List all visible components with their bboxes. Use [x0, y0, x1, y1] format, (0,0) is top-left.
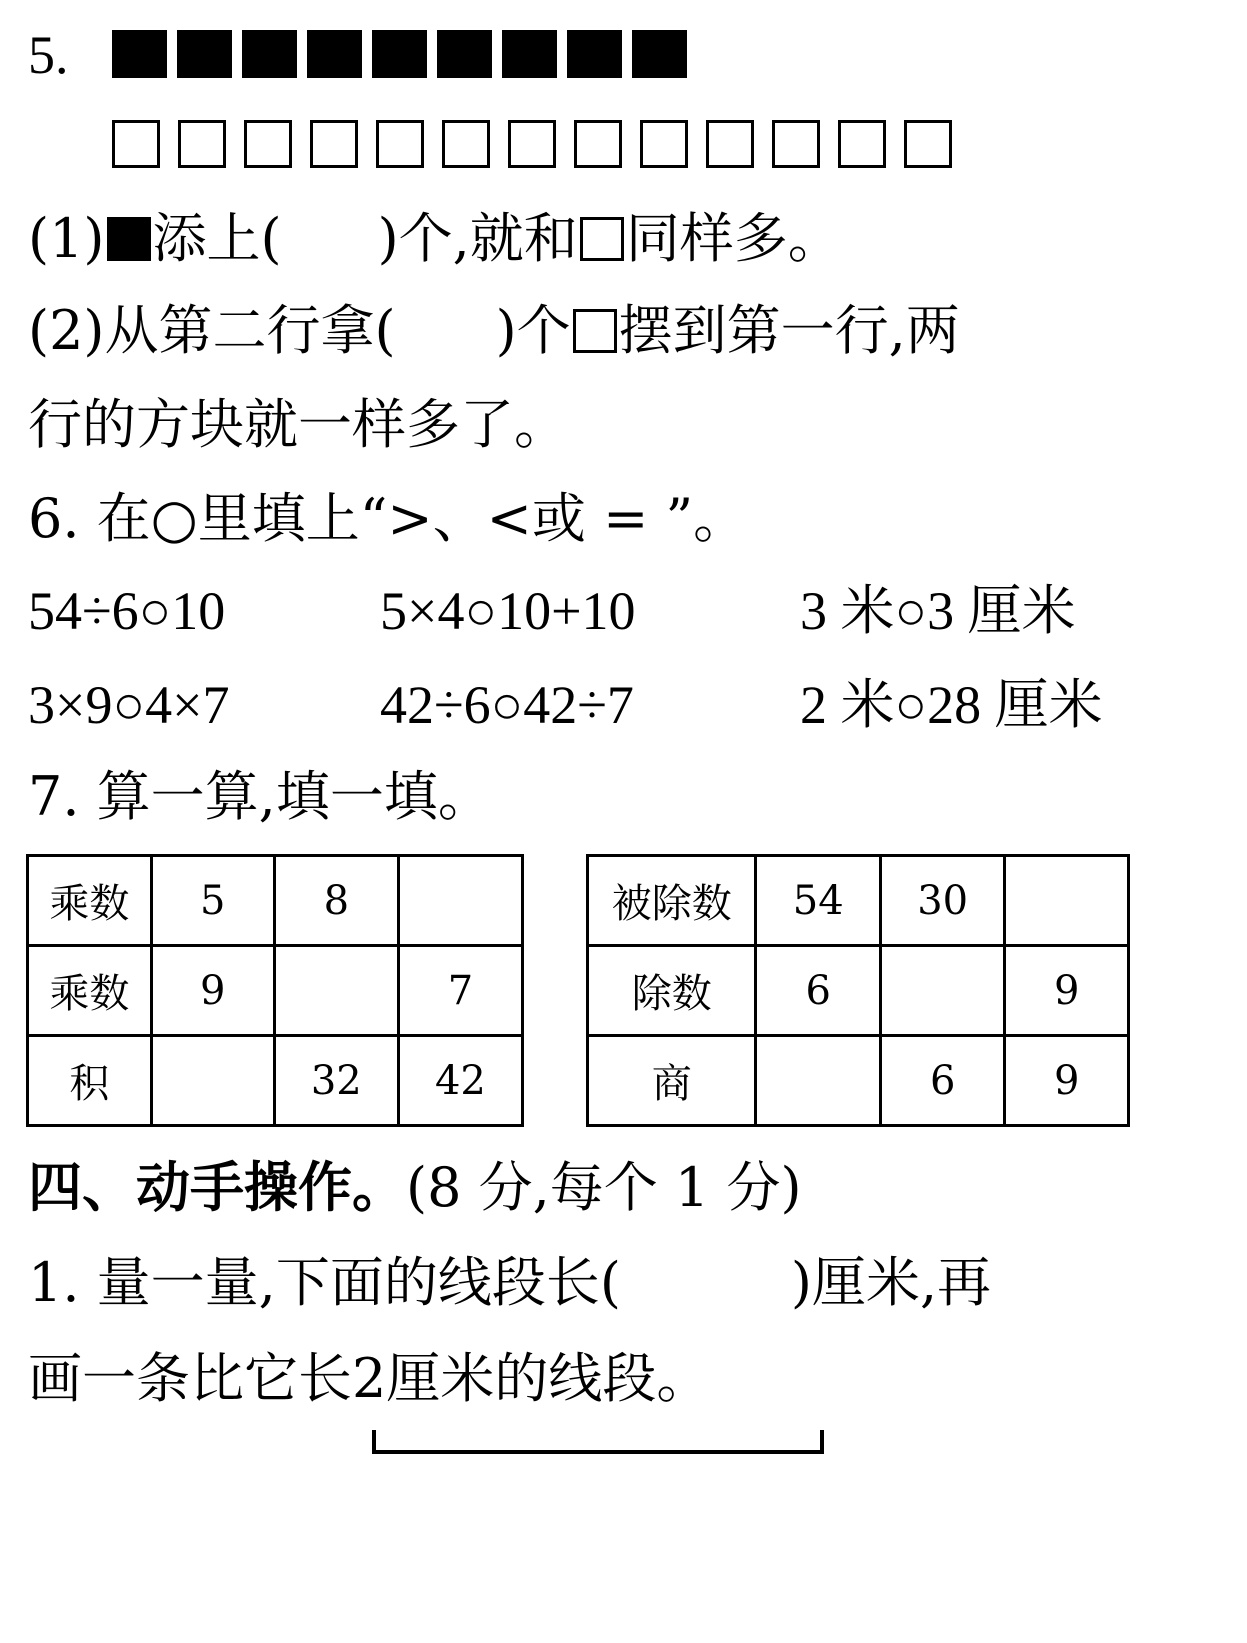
table-cell[interactable]: 54 [756, 856, 880, 946]
table-header-cell: 乘数 [28, 946, 152, 1036]
question-5-part-2-cont: 行的方块就一样多了。 [28, 393, 568, 456]
question-7-title: 7. 算一算,填一填。 [28, 765, 492, 828]
question-5-number: 5. [28, 25, 69, 85]
compare-item[interactable]: 54÷6○10 [28, 581, 226, 641]
section-4-title: 四、动手操作。 [28, 1155, 406, 1219]
white-square-icon [573, 309, 617, 353]
compare-item[interactable]: 3×9○4×7 [28, 675, 230, 735]
black-square-icon [502, 30, 557, 78]
table-cell[interactable] [756, 1036, 880, 1126]
white-square-row [112, 120, 970, 168]
line-segment [372, 1430, 824, 1454]
table-header-cell: 被除数 [588, 856, 756, 946]
part-2-text-c: 摆到第一行,两 [618, 299, 960, 362]
black-square-icon [177, 30, 232, 78]
white-square-icon [376, 120, 424, 168]
white-square-icon [178, 120, 226, 168]
compare-item[interactable]: 3 米○3 厘米 [800, 581, 1076, 641]
table-cell[interactable]: 5 [151, 856, 274, 946]
section-4-score: (8 分,每个 1 分) [406, 1156, 802, 1219]
white-square-icon [772, 120, 820, 168]
black-square-row [112, 30, 697, 78]
table-cell[interactable]: 30 [880, 856, 1004, 946]
compare-item[interactable]: 2 米○28 厘米 [800, 675, 1103, 735]
table-cell[interactable]: 6 [880, 1036, 1004, 1126]
white-square-icon [574, 120, 622, 168]
table-cell[interactable]: 7 [398, 946, 522, 1036]
white-square-icon [310, 120, 358, 168]
compare-item[interactable]: 42÷6○42÷7 [380, 675, 634, 735]
table-cell[interactable] [151, 1036, 274, 1126]
table-header-cell: 积 [28, 1036, 152, 1126]
white-square-icon [904, 120, 952, 168]
white-square-icon [508, 120, 556, 168]
white-square-icon [580, 217, 624, 261]
white-square-icon [244, 120, 292, 168]
black-square-icon [107, 217, 151, 261]
part-1-text-b: )个,就和 [377, 207, 578, 270]
table-cell[interactable] [398, 856, 522, 946]
table-cell[interactable] [1005, 856, 1129, 946]
table-header-cell: 乘数 [28, 856, 152, 946]
part-2-text-a: (2)从第二行拿( [28, 299, 396, 362]
section-4-question-1-cont: 画一条比它长2厘米的线段。 [28, 1347, 711, 1410]
part-1-text-a: 添上( [152, 207, 282, 270]
white-square-icon [112, 120, 160, 168]
white-square-icon [706, 120, 754, 168]
table-cell[interactable]: 9 [151, 946, 274, 1036]
white-square-icon [838, 120, 886, 168]
table-cell[interactable]: 32 [274, 1036, 398, 1126]
part-1-text-c: 同样多。 [625, 207, 842, 270]
question-6-title: 6. 在○里填上“>、<或 = ”。 [28, 487, 748, 550]
black-square-icon [242, 30, 297, 78]
table-cell[interactable]: 6 [756, 946, 880, 1036]
white-square-icon [640, 120, 688, 168]
part-2-text-b: )个 [495, 299, 571, 362]
table-cell[interactable]: 42 [398, 1036, 522, 1126]
multiplication-table [26, 854, 524, 1127]
table-cell[interactable] [274, 946, 398, 1036]
black-square-icon [307, 30, 362, 78]
table-header-cell: 除数 [588, 946, 756, 1036]
part-1-prefix: (1) [28, 207, 105, 270]
question-5-part-1 [28, 206, 842, 272]
black-square-icon [372, 30, 427, 78]
q1-text-a: 1. 量一量,下面的线段长( [28, 1251, 621, 1314]
section-4-question-1 [28, 1250, 991, 1316]
table-header-cell: 商 [588, 1036, 756, 1126]
q1-text-b: )厘米,再 [790, 1251, 992, 1314]
black-square-icon [112, 30, 167, 78]
black-square-icon [632, 30, 687, 78]
white-square-icon [442, 120, 490, 168]
table-cell[interactable]: 8 [274, 856, 398, 946]
black-square-icon [567, 30, 622, 78]
division-table [586, 854, 1130, 1127]
black-square-icon [437, 30, 492, 78]
question-5-part-2 [28, 298, 960, 364]
table-cell[interactable] [880, 946, 1004, 1036]
table-cell[interactable]: 9 [1005, 1036, 1129, 1126]
compare-item[interactable]: 5×4○10+10 [380, 581, 636, 641]
table-cell[interactable]: 9 [1005, 946, 1129, 1036]
section-4-heading [28, 1154, 802, 1221]
